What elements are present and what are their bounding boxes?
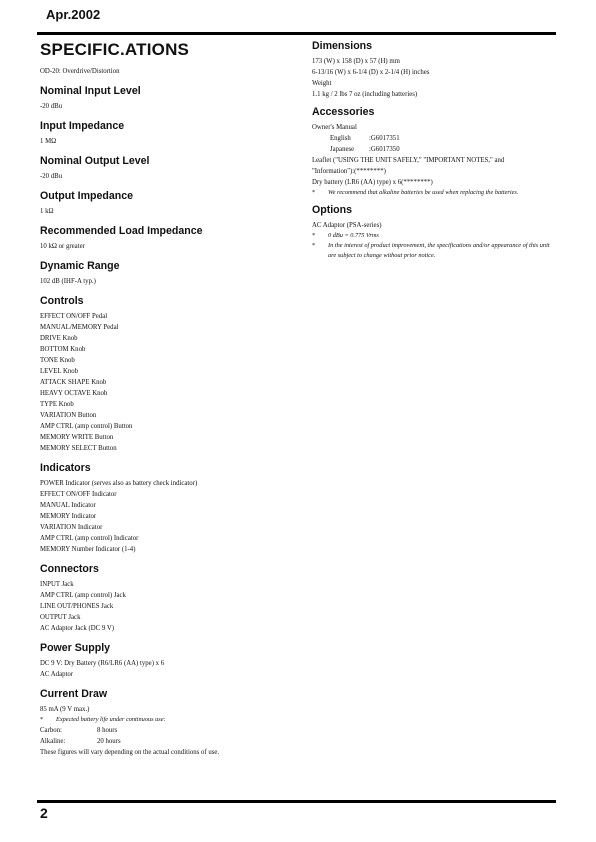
spec-line: DRIVE Knob (40, 335, 78, 342)
spec-sections (40, 85, 290, 680)
note-text: In the interest of product improvement, the specifications and/or appearance of this unit are subject to change without prior notice. (328, 242, 550, 259)
section-heading: Indicators (40, 462, 91, 474)
battery-footnote: These figures will vary depending on the actual conditions of use. (40, 749, 220, 756)
header-date: Apr.2002 (46, 7, 101, 22)
bottom-rule (37, 800, 556, 803)
section-heading: Accessories (312, 106, 375, 118)
spec-section (40, 155, 290, 182)
spec-line: AMP CTRL (amp control) Jack (40, 592, 126, 599)
spec-line: MANUAL Indicator (40, 502, 96, 509)
note-asterisk: * (312, 189, 316, 196)
spec-line: EFFECT ON/OFF Pedal (40, 313, 108, 320)
section-heading: Power Supply (40, 642, 111, 654)
section-heading: Nominal Input Level (40, 85, 141, 97)
current-draw-value: 85 mA (9 V max.) (40, 706, 90, 713)
spec-line: VARIATION Button (40, 412, 97, 419)
section-options (312, 204, 560, 261)
language-label: English (330, 135, 351, 142)
spec-line: -20 dBu (40, 173, 63, 180)
accessory-leaflet: Leaflet ("USING THE UNIT SAFELY," "IMPORTANT NOTES," and "Information"):(********) (312, 157, 505, 175)
battery-life-note (40, 715, 290, 725)
spec-line: LEVEL Knob (40, 368, 79, 375)
spec-section (40, 295, 290, 454)
accessory-battery: Dry battery (LR6 (AA) type) x 6(********) (312, 179, 433, 186)
spec-line: INPUT Jack (40, 581, 74, 588)
spec-section (40, 225, 290, 252)
battery-recommendation-note (312, 188, 560, 198)
page-number: 2 (40, 805, 48, 821)
spec-line: EFFECT ON/OFF Indicator (40, 491, 117, 498)
note-text: 0 dBu = 0.775 Vrms (328, 232, 379, 239)
section-heading: Dimensions (312, 40, 373, 52)
battery-life: 8 hours (97, 727, 118, 734)
spec-line: LINE OUT/PHONES Jack (40, 603, 114, 610)
dimension-line: Weight (312, 80, 332, 87)
section-heading: Dynamic Range (40, 260, 120, 272)
spec-line: 1 kΩ (40, 208, 54, 215)
spec-line: HEAVY OCTAVE Knob (40, 390, 108, 397)
top-rule (37, 32, 556, 35)
dimension-line: 173 (W) x 158 (D) x 57 (H) mm (312, 58, 400, 65)
spec-section (40, 462, 290, 555)
spec-line: OUTPUT Jack (40, 614, 81, 621)
spec-line: ATTACK SHAPE Knob (40, 379, 107, 386)
note-text: Expected battery life under continuous use: (56, 716, 166, 723)
battery-row-alkaline (40, 736, 290, 747)
language-label: Japanese (330, 146, 355, 153)
spec-line: 1 MΩ (40, 138, 57, 145)
spec-line: MEMORY Number Indicator (1-4) (40, 546, 136, 553)
spec-section (40, 642, 290, 680)
language-code: :G6017351 (369, 135, 400, 142)
spec-line: AC Adaptor (40, 671, 74, 678)
battery-row-carbon (40, 725, 290, 736)
dbu-note (312, 231, 560, 241)
spec-line: VARIATION Indicator (40, 524, 103, 531)
spec-line: MEMORY SELECT Button (40, 445, 117, 452)
section-heading: Controls (40, 295, 84, 307)
note-asterisk: * (312, 232, 316, 239)
spec-line: TONE Knob (40, 357, 75, 364)
spec-line: AMP CTRL (amp control) Button (40, 423, 133, 430)
left-column (40, 40, 290, 766)
spec-line: MANUAL/MEMORY Pedal (40, 324, 119, 331)
language-code: :G6017350 (369, 146, 400, 153)
manual-language-japanese (312, 144, 560, 155)
spec-line: TYPE Knob (40, 401, 74, 408)
spec-section (40, 85, 290, 112)
spec-section (40, 120, 290, 147)
manual-language-english (312, 133, 560, 144)
section-dimensions (312, 40, 560, 100)
spec-line: MEMORY Indicator (40, 513, 97, 520)
battery-life: 20 hours (97, 738, 121, 745)
right-column (312, 40, 560, 267)
option-item: AC Adaptor (PSA-series) (312, 222, 382, 229)
note-text: We recommend that alkaline batteries be used when replacing the batteries. (328, 189, 519, 196)
section-current-draw (40, 688, 290, 758)
spec-section (40, 260, 290, 287)
spec-line: POWER Indicator (serves also as battery check indicator) (40, 480, 198, 487)
note-asterisk: * (40, 716, 44, 723)
page-title: SPECIFIC.ATIONS (40, 40, 190, 59)
section-heading: Output Impedance (40, 190, 133, 202)
spec-line: DC 9 V: Dry Battery (R6/LR6 (AA) type) x 6 (40, 660, 165, 667)
spec-line: AMP CTRL (amp control) Indicator (40, 535, 139, 542)
spec-line: BOTTOM Knob (40, 346, 86, 353)
accessory-manual: Owner's Manual (312, 124, 357, 131)
model-name: OD-20: Overdrive/Distortion (40, 68, 120, 75)
specification-change-note (312, 241, 552, 261)
note-asterisk: * (312, 242, 316, 249)
spec-line: -20 dBu (40, 103, 63, 110)
spec-line: AC Adaptor Jack (DC 9 V) (40, 625, 115, 632)
section-heading: Current Draw (40, 688, 108, 700)
section-heading: Connectors (40, 563, 99, 575)
spec-line: MEMORY WRITE Button (40, 434, 114, 441)
section-heading: Nominal Output Level (40, 155, 150, 167)
section-heading: Options (312, 204, 353, 216)
dimension-line: 1.1 kg / 2 lbs 7 oz (including batteries) (312, 91, 418, 98)
battery-type: Alkaline: (40, 738, 66, 745)
section-accessories (312, 106, 560, 198)
section-heading: Input Impedance (40, 120, 125, 132)
section-heading: Recommended Load Impedance (40, 225, 203, 237)
spec-line: 102 dB (IHF-A typ.) (40, 278, 96, 285)
battery-type: Carbon: (40, 727, 62, 734)
spec-line: 10 kΩ or greater (40, 243, 85, 250)
dimension-line: 6-13/16 (W) x 6-1/4 (D) x 2-1/4 (H) inches (312, 69, 430, 76)
spec-section (40, 190, 290, 217)
spec-section (40, 563, 290, 634)
